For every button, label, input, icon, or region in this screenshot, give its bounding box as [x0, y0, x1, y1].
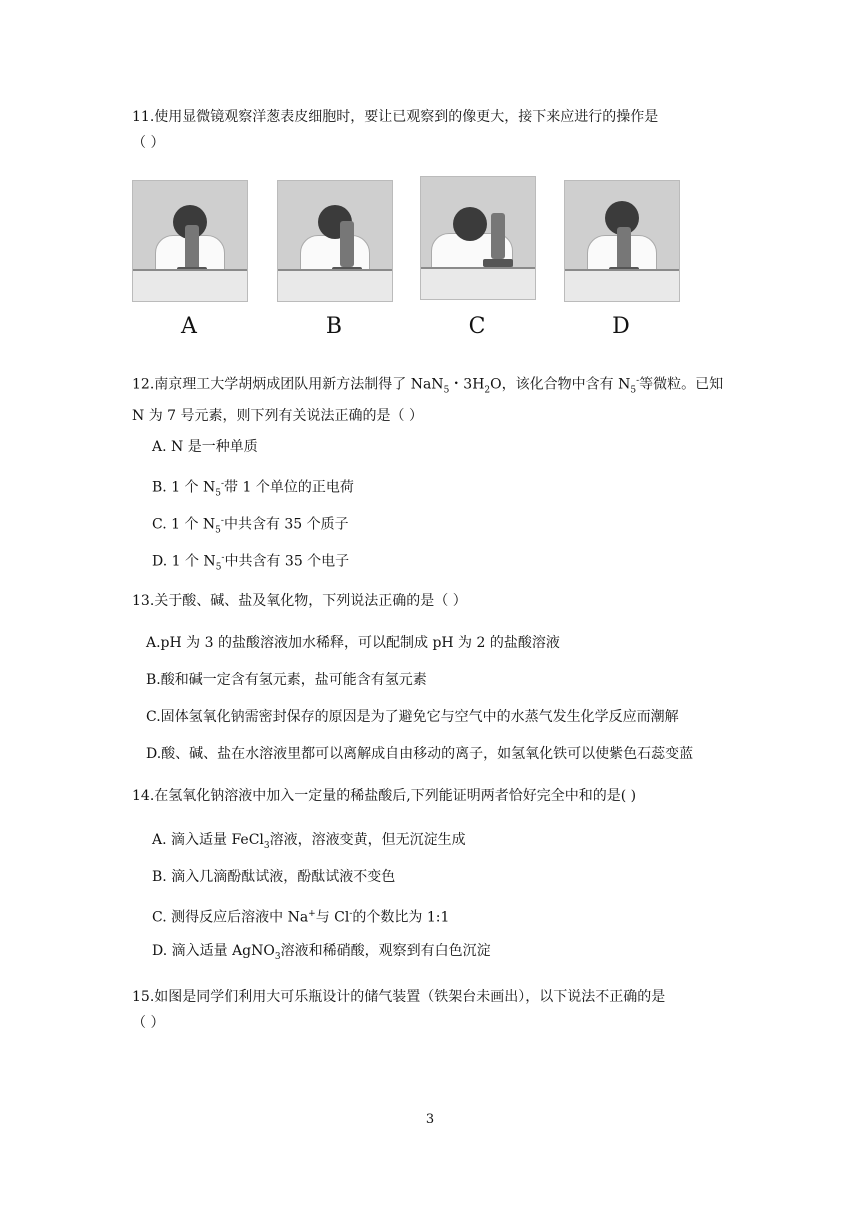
- question-14-option-b: B. 滴入几滴酚酞试液，酚酞试液不变色: [152, 869, 396, 885]
- question-14-option-c: C. 测得反应后溶液中 Na+与 Cl-的个数比为 1:1: [152, 909, 450, 926]
- question-11-stem: [132, 104, 732, 156]
- label-a: A: [181, 314, 197, 339]
- photo-c: [420, 176, 536, 300]
- question-14-stem: 14.在氢氧化钠溶液中加入一定量的稀盐酸后,下列能证明两者恰好完全中和的是( ): [132, 788, 637, 804]
- photo-b: [277, 180, 393, 302]
- question-11-line1: 11.使用显微镜观察洋葱表皮细胞时，要让已观察到的像更大，接下来应进行的操作是: [132, 109, 659, 125]
- question-15-line2: （ ）: [132, 1015, 165, 1031]
- question-15-line1: 15.如图是同学们利用大可乐瓶设计的储气装置（铁架台未画出），以下说法不正确的是: [132, 989, 666, 1005]
- question-12-option-c: C. 1 个 $N_5^-$中共含有 35 个质子: [152, 516, 349, 536]
- page-number: 3: [425, 1112, 435, 1127]
- question-14-option-a: A. 滴入适量 FeCl$_3$溶液，溶液变黄，但无沉淀生成: [152, 832, 466, 851]
- question-12-option-a: A. N 是一种单质: [152, 439, 258, 455]
- photo-a: [132, 180, 248, 302]
- label-d: D: [612, 314, 630, 339]
- microscope-figure: [132, 176, 692, 346]
- question-13-option-c: C.固体氢氧化钠需密封保存的原因是为了避免它与空气中的水蒸气发生化学反应而潮解: [146, 709, 679, 725]
- photo-d: [564, 180, 680, 302]
- question-13-option-a: A.pH 为 3 的盐酸溶液加水稀释，可以配制成 pH 为 2 的盐酸溶液: [146, 635, 560, 651]
- question-11-line2: （ ）: [132, 135, 165, 151]
- question-12-stem: [132, 368, 732, 429]
- question-15-stem: [132, 984, 732, 1036]
- question-13-stem: 13.关于酸、碱、盐及氧化物，下列说法正确的是（ ）: [132, 593, 467, 609]
- question-13-option-d: D.酸、碱、盐在水溶液里都可以离解成自由移动的离子，如氢氧化铁可以使紫色石蕊变蓝: [146, 746, 694, 762]
- label-b: B: [325, 314, 343, 339]
- question-14-option-d: D. 滴入适量 AgNO$_3$溶液和稀硝酸，观察到有白色沉淀: [152, 943, 491, 962]
- question-12-line1: 12.南京理工大学胡炳成团队用新方法制得了 NaN$_5$・$3H_2O$，该化合物中含有 $N_5^-$等微粒。已知: [132, 376, 724, 396]
- question-13-option-b: B.酸和碱一定含有氢元素，盐可能含有氢元素: [146, 672, 427, 688]
- question-12-option-b: B. 1 个 $N_5^-$带 1 个单位的正电荷: [152, 479, 354, 499]
- question-12-line2: N 为 7 号元素，则下列有关说法正确的是（ ）: [132, 408, 423, 425]
- question-12-option-d: D. 1 个 $N_5^-$中共含有 35 个电子: [152, 553, 350, 573]
- label-c: C: [468, 314, 486, 339]
